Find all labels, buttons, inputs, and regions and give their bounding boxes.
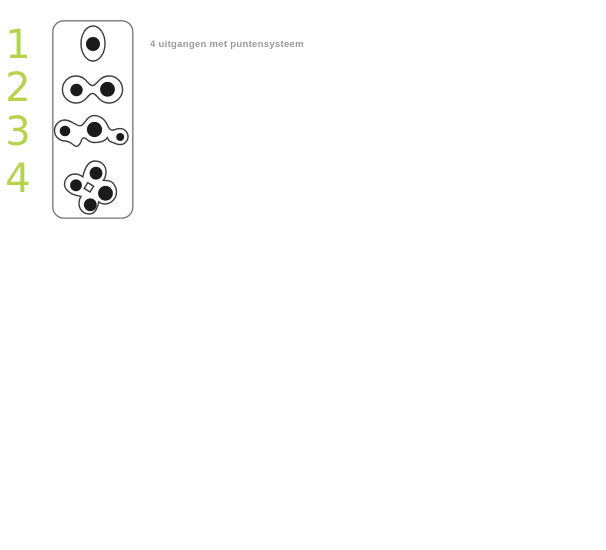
row-number-4: 4 xyxy=(5,156,31,202)
outlet-3-dot-3 xyxy=(116,133,124,141)
outlet-row-4 xyxy=(65,161,117,214)
outlet-2-dot-1 xyxy=(70,84,82,96)
outlet-row-1 xyxy=(81,26,105,61)
outlet-1-dot-1 xyxy=(86,37,100,51)
outlet-4-dot-4 xyxy=(84,198,97,211)
outlet-panel xyxy=(52,20,134,219)
outlet-4-dot-3 xyxy=(98,186,113,201)
outlet-2-dot-2 xyxy=(100,82,115,97)
outlet-3-dot-1 xyxy=(60,126,71,137)
outlet-4-dot-2 xyxy=(70,179,82,191)
outlet-4-dot-1 xyxy=(90,167,103,180)
outlet-3-dot-2 xyxy=(87,122,102,137)
outlet-row-2 xyxy=(62,76,122,103)
row-number-3: 3 xyxy=(5,109,31,155)
outlet-row-3 xyxy=(55,116,129,147)
row-number-1: 1 xyxy=(5,22,31,68)
row-number-2: 2 xyxy=(5,65,31,111)
caption-text: 4 uitgangen met puntensysteem xyxy=(150,39,304,50)
